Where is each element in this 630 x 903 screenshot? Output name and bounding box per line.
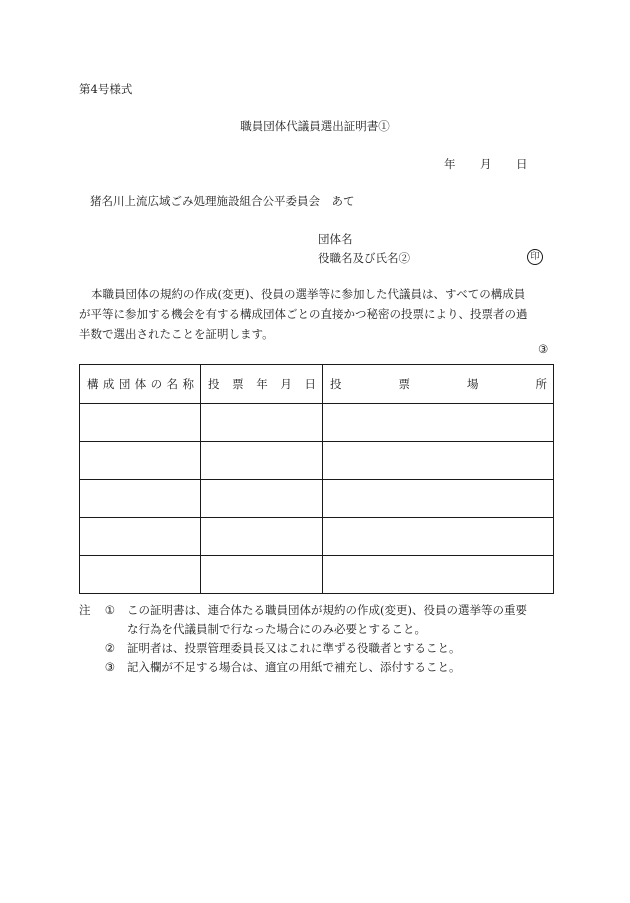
table-cell <box>80 480 201 518</box>
seal-mark: 印 <box>527 249 543 265</box>
header-voting-place <box>323 365 554 404</box>
header-constituent-group <box>80 365 201 404</box>
note-item <box>79 639 559 658</box>
header-char: 成 <box>102 377 115 391</box>
note-item <box>79 658 559 677</box>
table-cell <box>80 556 201 594</box>
note-text: この証明書は、連合体たる職員団体が規約の作成(変更)、役員の選挙等の重要 <box>127 603 527 617</box>
table-cell <box>323 480 554 518</box>
table-cell <box>201 556 323 594</box>
form-number: 第4号様式 <box>79 82 133 96</box>
table-header-row <box>80 365 554 404</box>
note-item <box>79 601 559 620</box>
header-char: 票 <box>232 377 244 391</box>
header-char: 票 <box>398 377 410 391</box>
header-voting-date <box>201 365 323 404</box>
document-title: 職員団体代議員選出証明書① <box>240 119 390 133</box>
header-char: 構 <box>87 377 99 391</box>
date-month-label: 月 <box>480 157 492 171</box>
header-char: 称 <box>182 377 194 391</box>
header-char: 名 <box>166 377 179 391</box>
header-char: 所 <box>535 377 547 391</box>
table-cell <box>323 518 554 556</box>
header-char: 月 <box>280 377 292 391</box>
table-cell <box>323 404 554 442</box>
note-text: 記入欄が不足する場合は、適宜の用紙で補充し、添付すること。 <box>127 660 461 674</box>
header-char: 団 <box>118 377 131 391</box>
header-char: 体 <box>134 377 147 391</box>
table-cell <box>201 518 323 556</box>
table-cell <box>201 404 323 442</box>
date-year-label: 年 <box>444 157 456 171</box>
header-char: 日 <box>304 377 316 391</box>
date-day-label: 日 <box>516 157 528 171</box>
addressee: 猪名川上流広域ごみ処理施設組合公平委員会 あて <box>90 194 355 208</box>
note-number: ① <box>104 603 115 617</box>
table-cell <box>80 442 201 480</box>
header-char: 投 <box>330 377 342 391</box>
notes-prefix: 注 <box>79 603 91 617</box>
date-row <box>444 156 528 172</box>
table-row <box>80 480 554 518</box>
table-cell <box>323 442 554 480</box>
table-row <box>80 518 554 556</box>
table-cell <box>201 480 323 518</box>
table-cell <box>80 404 201 442</box>
group-name-label: 団体名 <box>318 232 353 246</box>
note-text: 証明者は、投票管理委員長又はこれに準ずる役職者とすること。 <box>127 641 461 655</box>
table-row <box>80 442 554 480</box>
notes <box>79 601 559 677</box>
table-cell <box>80 518 201 556</box>
header-char: の <box>150 377 163 391</box>
body-line: 本職員団体の規約の作成(変更)、役員の選挙等に参加した代議員は、すべての構成員 <box>91 287 526 301</box>
table-marker: ③ <box>538 342 549 356</box>
voting-record-table <box>79 364 554 594</box>
header-char: 投 <box>208 377 220 391</box>
note-number: ② <box>104 641 115 655</box>
table-cell <box>323 556 554 594</box>
header-char: 年 <box>256 377 268 391</box>
header-char: 場 <box>467 377 479 391</box>
certification-text <box>79 284 553 344</box>
representative-name-label: 役職名及び氏名② <box>318 251 410 265</box>
note-number: ③ <box>104 660 115 674</box>
table-row <box>80 404 554 442</box>
body-line: 半数で選出されたことを証明します。 <box>79 327 274 341</box>
table-cell <box>201 442 323 480</box>
table-row <box>80 556 554 594</box>
body-line: が平等に参加する機会を有する構成団体ごとの直接かつ秘密の投票により、投票者の過 <box>79 307 528 321</box>
note-text-continued: な行為を代議員制で行なった場合にのみ必要とすること。 <box>127 622 426 636</box>
